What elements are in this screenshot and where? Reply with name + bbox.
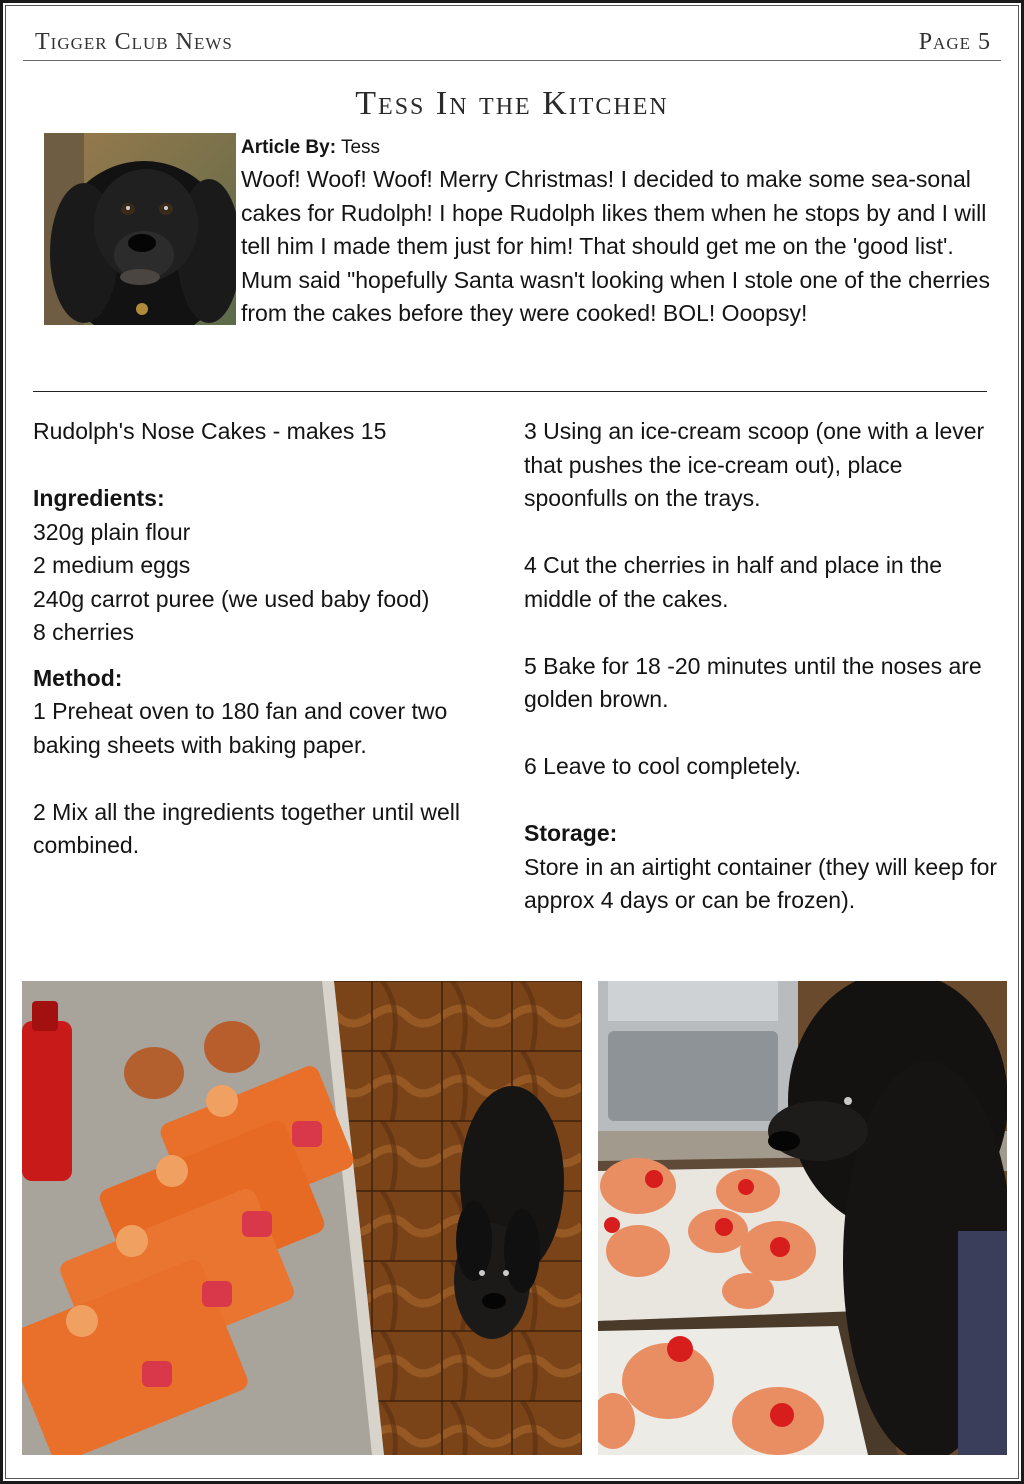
storage-text: Store in an airtight container (they will keep for approx 4 days or can be frozen). xyxy=(524,853,998,913)
ingredient-item: 240g carrot puree (we used baby food) xyxy=(33,585,430,612)
method-step: 1 Preheat oven to 180 fan and cover two baking sheets with baking paper. xyxy=(33,698,448,758)
article-intro: Woof! Woof! Woof! Merry Christmas! I decided to make some sea-sonal cakes for Rudolph! I hope Rudolph likes them when he stops by and I will tell him I made them just for him! That should get me on the 'good list'. Mum said "hopefully Santa wasn't looking when I stole one of the cherries from the cakes before they were cooked! BOL! Ooopsy! xyxy=(241,166,990,326)
method-step: 5 Bake for 18 -20 minutes until the noses are golden brown. xyxy=(524,652,982,712)
article-byline xyxy=(241,137,380,159)
newsletter-title: Tigger Club News xyxy=(35,29,233,55)
method-step: 3 Using an ice-cream scoop (one with a lever that pushes the ice-cream out), place spoonfulls on the trays. xyxy=(524,418,985,511)
ingredient-item: 320g plain flour xyxy=(33,518,191,545)
recipe-left-column xyxy=(33,415,503,863)
byline-author: Tess xyxy=(340,137,381,158)
method-step: 4 Cut the cherries in half and place in the middle of the cakes. xyxy=(524,552,943,612)
ingredient-item: 2 medium eggs xyxy=(33,552,191,578)
ingredient-item: 8 cherries xyxy=(33,619,134,645)
photo-dog-with-cakes xyxy=(598,981,1007,1455)
byline-label: Article By: xyxy=(241,137,337,158)
method-step: 2 Mix all the ingredients together until well combined. xyxy=(33,798,461,858)
ingredients-heading: Ingredients: xyxy=(33,485,165,511)
header-divider xyxy=(23,60,1001,61)
author-photo xyxy=(44,133,236,325)
photo-ingredients-and-dog xyxy=(22,981,582,1455)
recipe-name: Rudolph's Nose Cakes - makes 15 xyxy=(33,418,387,444)
article-title: Tess In the Kitchen xyxy=(355,85,669,122)
page-number: Page 5 xyxy=(918,29,991,55)
storage-heading: Storage: xyxy=(524,820,618,846)
method-heading: Method: xyxy=(33,664,123,691)
method-step: 6 Leave to cool completely. xyxy=(524,753,802,779)
section-divider xyxy=(33,391,987,392)
recipe-right-column xyxy=(524,415,1004,918)
